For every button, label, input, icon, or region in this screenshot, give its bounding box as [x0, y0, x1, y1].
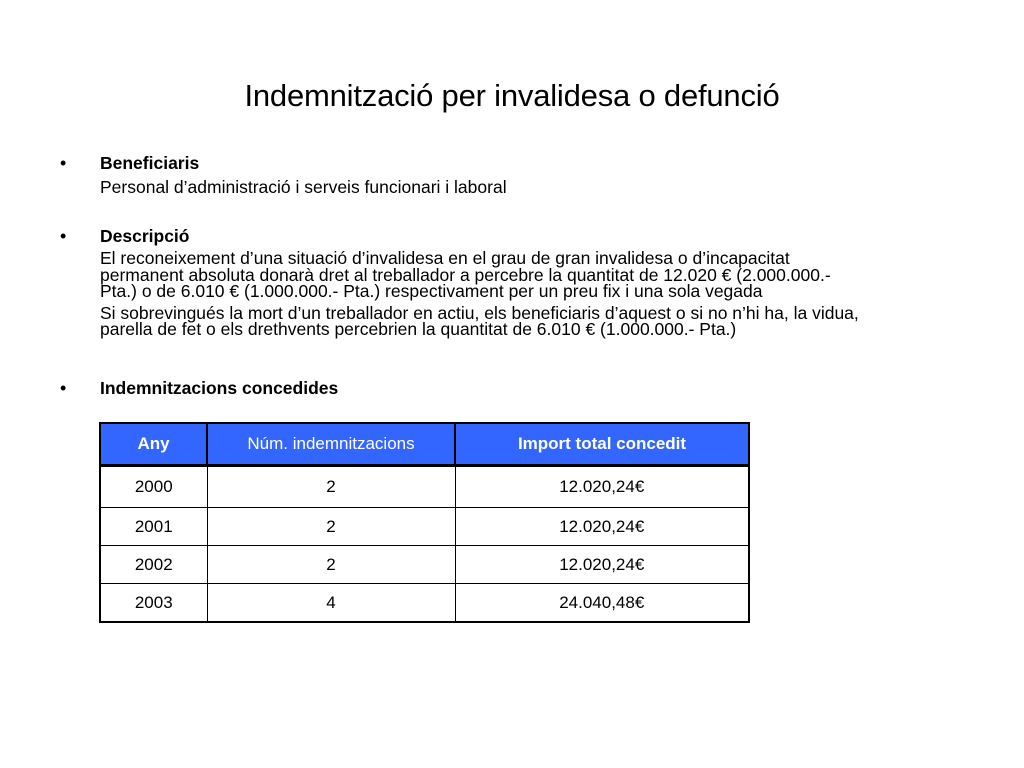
text-beneficiaris: Personal d’administració i serveis funcionari i laboral — [100, 177, 507, 197]
cell-any: 2001 — [100, 508, 207, 546]
indemnitzacions-table — [99, 422, 750, 623]
paragraph-defuncio — [100, 302, 980, 339]
paragraph-invalidesa-line-2: permanent absoluta donarà dret al treballador a percebre la quantitat de 12.020 € (2.000.000.- — [100, 264, 831, 285]
cell-any: 2000 — [100, 466, 207, 508]
header-import-total: Import total concedit — [455, 423, 749, 466]
table-header-row — [100, 423, 749, 466]
cell-import: 12.020,24€ — [455, 466, 749, 508]
cell-import: 12.020,24€ — [455, 508, 749, 546]
cell-num: 2 — [207, 508, 455, 546]
paragraph-invalidesa-line-1: El reconeixement d’una situació d’invalidesa en el grau de gran invalidesa o d’incapacitat — [100, 248, 790, 268]
cell-any: 2002 — [100, 546, 207, 584]
table-row — [100, 546, 749, 584]
section-descripcio — [100, 226, 980, 338]
slide-title: Indemnització per invalidesa o defunció — [244, 78, 780, 113]
cell-num: 4 — [207, 584, 455, 623]
heading-beneficiaris: Beneficiaris — [100, 153, 200, 173]
table-row — [100, 508, 749, 546]
section-beneficiaris — [100, 153, 980, 197]
paragraph-invalidesa — [100, 250, 980, 300]
header-num-indemnitzacions: Núm. indemnitzacions — [207, 423, 455, 466]
paragraph-defuncio-line-2: parella de fet o els drethvents percebrien la quantitat de 6.010 € (1.000.000.- Pta.) — [100, 319, 737, 339]
bullet-descripcio: • — [60, 226, 67, 246]
paragraph-defuncio-line-1: Si sobrevingués la mort d’un treballador en actiu, els beneficiaris d’aquest o si no n’hi ha, la vidua, — [100, 302, 859, 323]
table-row — [100, 584, 749, 623]
indemnitzacions-table-container — [99, 422, 750, 623]
header-any: Any — [100, 423, 207, 466]
cell-import: 24.040,48€ — [455, 584, 749, 623]
bullet-indemnitzacions: • — [60, 378, 67, 398]
cell-num: 2 — [207, 546, 455, 584]
section-indemnitzacions — [100, 378, 980, 398]
bullet-beneficiaris: • — [60, 153, 67, 173]
heading-indemnitzacions: Indemnitzacions concedides — [100, 378, 339, 398]
cell-any: 2003 — [100, 584, 207, 623]
paragraph-invalidesa-line-3: Pta.) o de 6.010 € (1.000.000.- Pta.) respectivament per un preu fix i una sola vegada — [100, 281, 763, 301]
cell-import: 12.020,24€ — [455, 546, 749, 584]
table-row — [100, 466, 749, 508]
heading-descripcio: Descripció — [100, 226, 190, 246]
cell-num: 2 — [207, 466, 455, 508]
